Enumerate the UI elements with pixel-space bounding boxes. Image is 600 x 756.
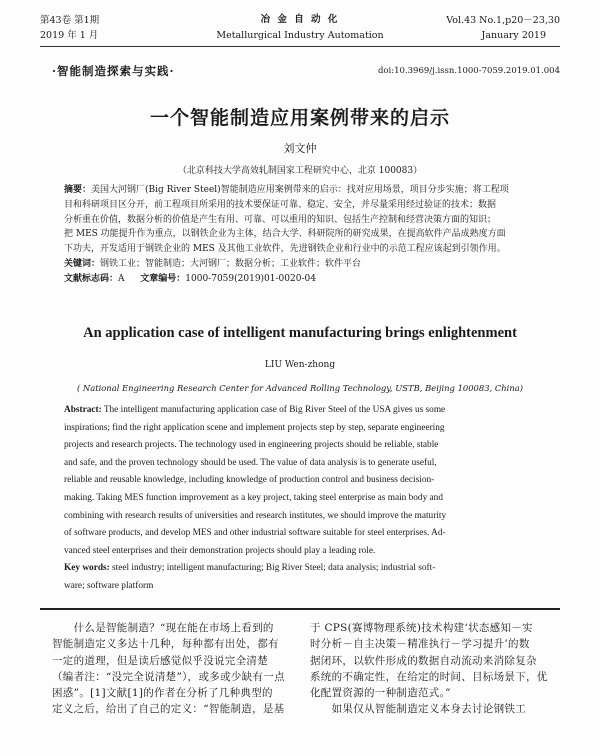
body-line: 如果仅从智能制造定义本身去讨论钢铁工: [310, 703, 526, 716]
title-cn: 一个智能制造应用案例带来的启示: [149, 107, 450, 129]
abstract-en-line: of software products, and develop MES and other industrial software suitable for steel enterprises. Ad-: [64, 528, 446, 539]
affiliation-cn: （北京科技大学高效轧制国家工程研究中心，北京 100083）: [177, 166, 423, 176]
header-date-cn: 2019 年 1 月: [40, 30, 99, 41]
header-date-en: January 2019: [481, 30, 546, 41]
article-number: 1000-7059(2019)01-0020-04: [185, 273, 316, 284]
title-en: An application case of intelligent manufacturing brings enlightenment: [83, 325, 517, 341]
clc-value: A: [118, 273, 125, 284]
abstract-en-line: making. Taking MES function improvement as a key project, taking steel enterprise as main body and: [64, 492, 443, 503]
abstract-cn-label: 摘要：: [64, 185, 92, 195]
body-line: 据闭环，以软件形成的数据自动流动来消除复杂: [310, 654, 537, 667]
section-divider: [40, 608, 560, 610]
abstract-en-label: Abstract:: [64, 405, 102, 415]
body-line: 一定的道理，但是读后感觉似乎没说完全清楚: [52, 654, 268, 667]
header-volume-en: Vol.43 No.1,p20－23,30: [446, 15, 560, 26]
abstract-cn-line: 把 MES 功能提升作为重点，以钢铁企业为主体，结合大学、科研院所的研究成果，在提高软件产品成熟度方面: [64, 229, 506, 240]
body-line: （编者注：“没完全说清楚”），或多或少缺有一点: [52, 670, 285, 683]
author-cn: 刘文仲: [283, 142, 317, 155]
abstract-en-line: reliable and reusable knowledge, including knowledge of production control and business decision-: [64, 475, 435, 486]
body-line: 什么是智能制造？“现在能在市场上看到的: [52, 622, 274, 634]
body-line: 困惑”。[1]文献[1]的作者在分析了几种典型的: [52, 687, 273, 700]
keywords-cn: 钢铁工业；智能制造；大河钢厂；数据分析；工业软件；软件平台: [100, 258, 362, 269]
abstract-en-line: and safe, and the proven technology should be used. The value of data analysis is to generate useful,: [64, 457, 437, 468]
article-number-label: 文章编号：: [140, 273, 186, 284]
body-line: 智能制造定义多达十几种，每种都有出处，都有: [52, 638, 279, 651]
header-journal-en: Metallurgical Industry Automation: [216, 30, 384, 41]
body-line: 于 CPS(赛博物理系统)技术构建‘状态感知－实: [310, 622, 533, 634]
section-label: ·智能制造探索与实践·: [52, 64, 175, 78]
classification: [64, 272, 540, 287]
keywords-cn-label: 关键词：: [64, 258, 101, 269]
abstract-cn-line: 分析重在价值，数据分析的价值是产生有用、可靠、可以重用的知识、包括生产控制和经营决策方面的知识；: [64, 214, 497, 225]
abstract-cn-line: 目和科研项目区分开，前工程项目所采用的技术要保证可靠、稳定、安全，并尽量采用经过验证的技术；数据: [64, 199, 497, 210]
abstract-en-line: projects and research projects. The technology used in engineering projects should be reliable, stable: [64, 440, 439, 451]
body-column-right: [310, 620, 556, 718]
body-line: 化配置资源的一种制造范式。”: [310, 687, 451, 700]
abstract-en: [64, 402, 542, 596]
keywords-en-label: Key words:: [64, 563, 110, 574]
body-column-left: [52, 620, 300, 718]
affiliation-en: ( National Engineering Research Center for Advanced Rolling Technology, USTB, Beijing 100083, China): [76, 383, 524, 393]
doi: doi:10.3969/j.issn.1000-7059.2019.01.004: [377, 66, 560, 76]
body-line: 定义之后，给出了自己的定义：“智能制造，是基: [52, 703, 285, 716]
author-en: LIU Wen-zhong: [264, 360, 336, 370]
header-volume-cn: 第43卷 第1期: [40, 15, 100, 26]
body-line: 系统的不确定性，在给定的时间、目标场景下，优: [310, 670, 548, 683]
abstract-en-line: combining with research results of universities and research institutes, we should improve the maturity: [64, 510, 447, 521]
clc-label: 文献标志码：: [64, 273, 119, 284]
abstract-cn-line: 下功夫，开发适用于钢铁企业的 MES 及其他工业软件，先进钢铁企业和行业中的示范工程应该起到引领作用。: [64, 244, 506, 255]
keywords-en-line: steel industry; intelligent manufacturing; Big River Steel; data analysis; industrial soft-: [112, 563, 436, 574]
abstract-en-line: The intelligent manufacturing application case of Big River Steel of the USA gives us some: [103, 405, 446, 415]
abstract-en-line: inspirations; find the right application scene and implement projects step by step, separate engineering: [64, 422, 445, 433]
abstract-en-line: vanced steel enterprises and their demonstration projects should play a leading role.: [64, 545, 376, 556]
keywords-en-line: ware; software platform: [64, 580, 154, 591]
abstract-cn: [64, 183, 540, 287]
header-journal-cn: 冶 金 自 动 化: [260, 14, 340, 25]
header-rule: [40, 46, 560, 47]
body-line: 时分析－自主决策－精准执行－学习提升’的数: [310, 638, 530, 651]
abstract-cn-line: 美国大河钢厂(Big River Steel)智能制造应用案例带来的启示：找对应用场景，项目分步实施；将工程项: [91, 185, 509, 195]
